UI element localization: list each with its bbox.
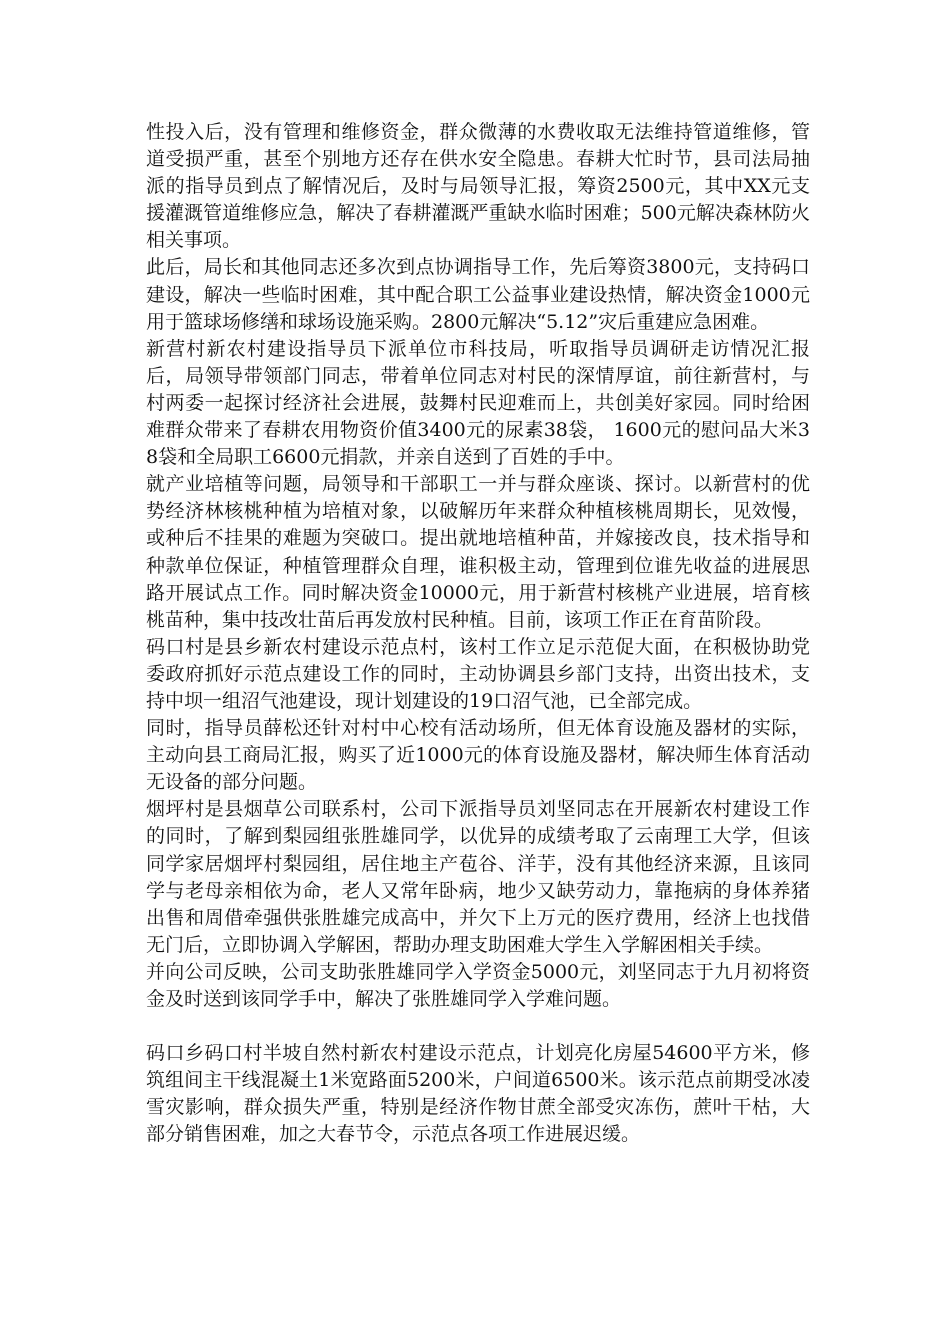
document-body: [146, 119, 810, 1148]
paragraph: 码口乡码口村半坡自然村新农村建设示范点，计划亮化房屋54600平方米，修筑组间主干线混凝土1米宽路面5200米，户间道6500米。该示范点前期受冰凌雪灾影响，群众损失严重，特别是经济作物甘蔗全部受灾冻伤，蔗叶干枯，大部分销售困难，加之大春节令，示范点各项工作进展迟缓。: [146, 1042, 810, 1146]
paragraph: 此后，局长和其他同志还多次到点协调指导工作，先后筹资3800元，支持码口建设，解决一些临时困难，其中配合职工公益事业建设热情，解决资金1000元用于篮球场修缮和球场设施采购。2800元解决“5.12”灾后重建应急困难。: [146, 256, 810, 333]
paragraph: 并向公司反映，公司支助张胜雄同学入学资金5000元，刘坚同志于九月初将资金及时送到该同学手中，解决了张胜雄同学入学难问题。: [146, 960, 810, 1010]
paragraph: 码口村是县乡新农村建设示范点村，该村工作立足示范促大面，在积极协助党委政府抓好示范点建设工作的同时，主动协调县乡部门支持，出资出技术，支持中坝一组沼气池建设，现计划建设的19口沼气池，已全部完成。: [146, 635, 810, 712]
paragraph: 就产业培植等问题，局领导和干部职工一并与群众座谈、探讨。以新营村的优势经济林核桃种植为培植对象，以破解历年来群众种植核桃周期长，见效慢，或种后不挂果的难题为突破口。提出就地培植种苗，并嫁接改良，技术指导和种款单位保证，种植管理群众自理，谁积极主动，管理到位谁先收益的进展思路开展试点工作。同时解决资金10000元，用于新营村核桃产业进展，培育核桃苗种，集中技改壮苗后再发放村民种植。目前，该项工作正在育苗阶段。: [146, 473, 810, 631]
paragraph: 烟坪村是县烟草公司联系村，公司下派指导员刘坚同志在开展新农村建设工作的同时，了解到梨园组张胜雄同学，以优异的成绩考取了云南理工大学，但该同学家居烟坪村梨园组，居住地主产苞谷、洋芋，没有其他经济来源，且该同学与老母亲相依为命，老人又常年卧病，地少又缺劳动力，靠拖病的身体养猪出售和周借牵强供张胜雄完成高中，并欠下上万元的医疗费用，经济上也找借无门后，立即协调入学解困，帮助办理支助困难大学生入学解困相关手续。: [146, 798, 810, 956]
paragraph: 性投入后，没有管理和维修资金，群众微薄的水费收取无法维持管道维修，管道受损严重，甚至个别地方还存在供水安全隐患。春耕大忙时节，县司法局抽派的指导员到点了解情况后，及时与局领导汇报，筹资2500元，其中XX元支援灌溉管道维修应急，解决了春耕灌溉严重缺水临时困难；500元解决森林防火相关事项。: [146, 121, 810, 252]
paragraph: 同时，指导员薛松还针对村中心校有活动场所，但无体育设施及器材的实际，主动向县工商局汇报，购买了近1000元的体育设施及器材，解决师生体育活动无设备的部分问题。: [146, 717, 810, 794]
paragraph: 新营村新农村建设指导员下派单位市科技局，听取指导员调研走访情况汇报后，局领导带领部门同志，带着单位同志对村民的深情厚谊，前往新营村，与村两委一起探讨经济社会进展，鼓舞村民迎难而上，共创美好家园。同时给困难群众带来了春耕农用物资价值3400元的尿素38袋， 1600元的慰问品大米38袋和全局职工6600元捐款，并亲自送到了百姓的手中。: [146, 337, 810, 469]
